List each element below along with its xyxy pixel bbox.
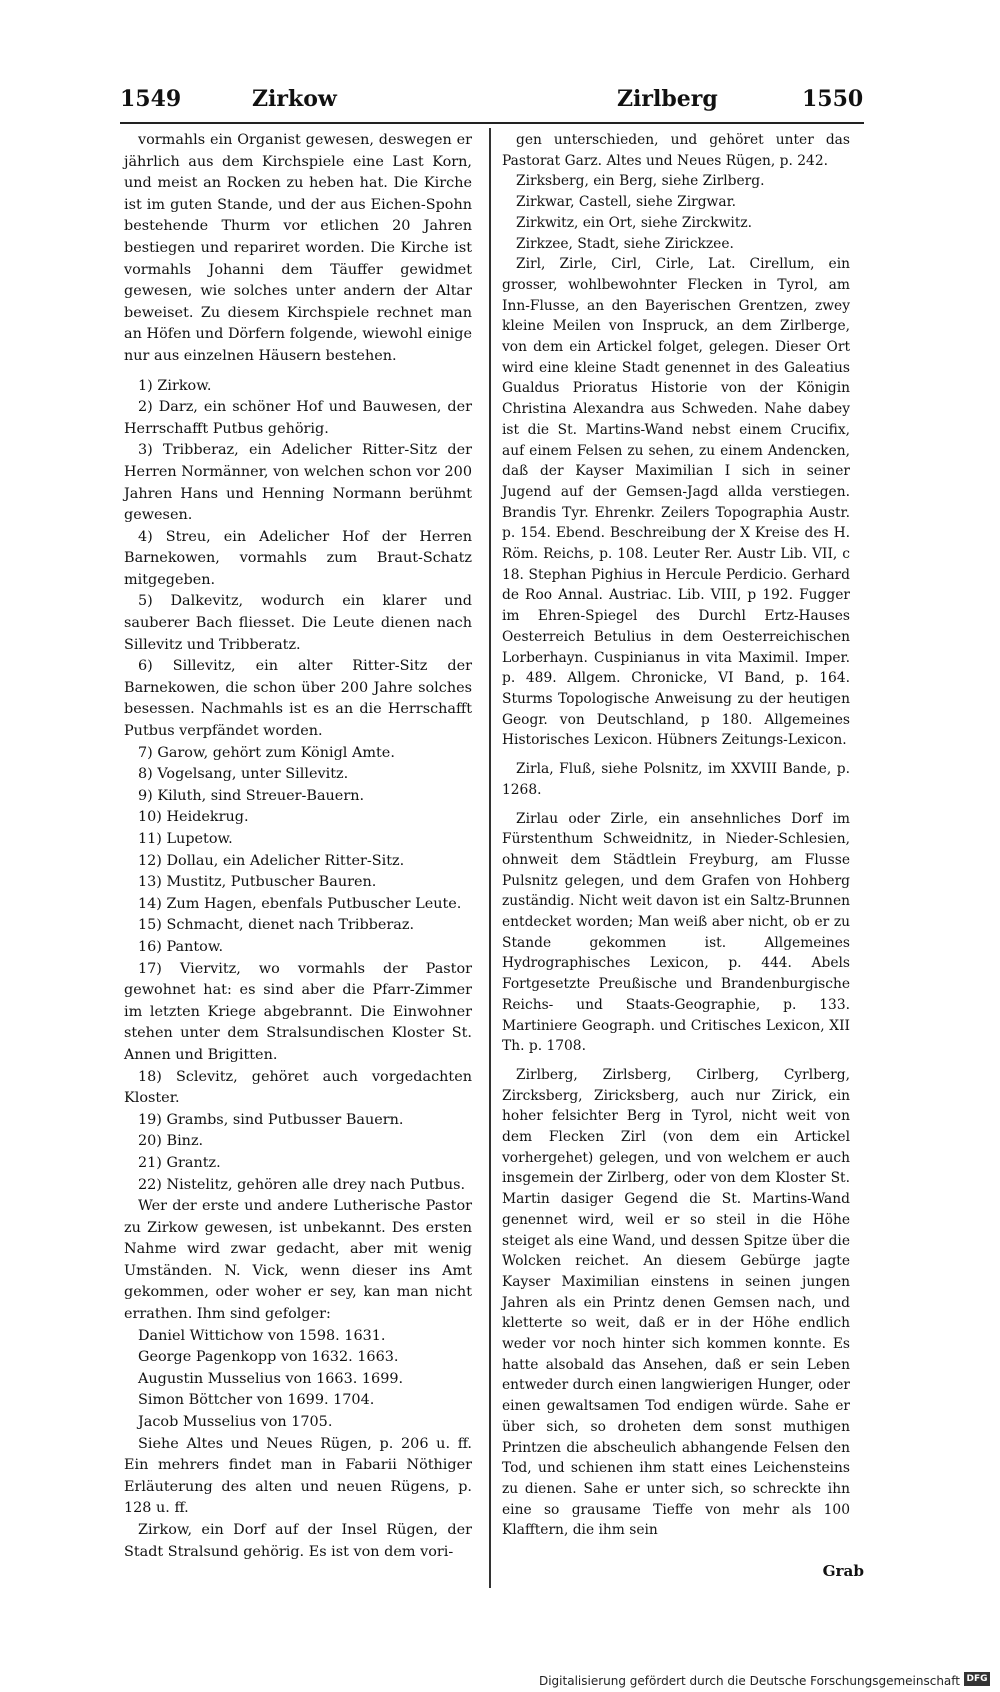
list-item: Zirkwar, Castell, siehe Zirgwar. bbox=[516, 194, 737, 211]
list-item: 1) Zirkow. bbox=[138, 377, 212, 394]
list-item: 17) Viervitz, wo vormahls der Pastor gewohnet hat: es sind aber die Pfarr-Zimmer im letzten Kriege abgebrannt. Die Einwohner stehen unter dem Stralsundischen Kloster St. Annen und Brigitten. bbox=[124, 960, 472, 1063]
list-item: 11) Lupetow. bbox=[138, 831, 233, 847]
paragraph: gen unterschieden, und gehöret unter das Pastorat Garz. Altes und Neues Rügen, p. 242. bbox=[502, 132, 850, 169]
left-column bbox=[124, 130, 472, 1563]
paragraph: Zirkow, ein Dorf auf der Insel Rügen, der Stadt Stralsund gehörig. Es ist von dem vori- bbox=[124, 1522, 472, 1560]
list-item: 6) Sillevitz, ein alter Ritter-Sitz der Barnekowen, die schon über 200 Jahre solches besessen. Nachmahls ist es an die Herrschafft Putbus verpfändet worden. bbox=[124, 658, 472, 740]
list-item: 22) Nistelitz, gehören alle drey nach Putbus. bbox=[138, 1176, 466, 1193]
catchword: Grab bbox=[822, 1562, 864, 1580]
list-item: Jacob Musselius von 1705. bbox=[138, 1414, 333, 1431]
list-item: 15) Schmacht, dienet nach Tribberaz. bbox=[138, 917, 415, 934]
list-item: Zirksberg, ein Berg, siehe Zirlberg. bbox=[516, 173, 765, 190]
right-header-keyword: Zirlberg bbox=[617, 86, 718, 112]
list-item: 19) Grambs, sind Putbusser Bauern. bbox=[138, 1111, 404, 1128]
paragraph: vormahls ein Organist gewesen, deswegen er jährlich aus dem Kirchspiele eine Last Korn, und meist an Rocken zu heben hat. Die Kirche ist im guten Stande, und der aus Eichen-Spohn bestehende Thurm vor etlichen 20 Jahren bestiegen und repariret worden. Die Kirche ist vormahls Johanni dem Täuffer gewidmet gewesen, wie solches unter andern der Altar beweiset. Zu diesem Kirchspiele rechnet man an Höfen und Dörfern folgende, wiewohl einige nur aus einzelnen Häusern bestehen. bbox=[124, 132, 472, 364]
dictionary-entry: Zirlberg, Zirlsberg, Cirlberg, Cyrlberg, Zircksberg, Ziricksberg, auch nur Zirick, ein hoher felsichter Berg in Tyrol, nicht weit von dem Flecken Zirl (von dem ein Artickel vorhergehet) gelegen, und von welchem er auch insgemein der Zirlberg, oder von dem Kloster St. Martin dasiger Gegend die St. Martins-Wand genennet wird, weil er so steil in die Höhe steiget als eine Wand, und dessen Spitze über die Wolcken reichet. An diesem Gebürge jagte Kayser Maximilian einstens in seinen jungen Jahren als ein Printz denen Gemsen nach, und kletterte so weit, daß er in der Höhe endlich weder vor noch hinter sich kommen konnte. Es hatte alsobald das Ansehen, daß er sein Leben entweder durch einen langwierigen Hunger, oder einen gewaltsamen Tod endigen würde. Sahe er über sich, so droheten dem sonst muthigen Printzen die abscheulich abhangende Felsen den Tod, und schienen ihm statt eines Leichensteins zu dienen. Sahe er unter sich, so schreckte ihn eine so grausame Tieffe von mehr als 100 Klafftern, die ihm sein bbox=[502, 1066, 850, 1539]
dictionary-entry: Zirla, Fluß, siehe Polsnitz, im XXVIII Bande, p. 1268. bbox=[502, 761, 850, 798]
book-page bbox=[112, 80, 864, 1590]
footer bbox=[0, 1670, 1000, 1692]
list-item: 16) Pantow. bbox=[138, 938, 224, 955]
list-item: Zirkzee, Stadt, siehe Zirickzee. bbox=[516, 235, 734, 252]
spacer bbox=[124, 368, 472, 376]
list-item: 12) Dollau, ein Adelicher Ritter-Sitz. bbox=[138, 852, 405, 869]
list-item: Augustin Musselius von 1663. 1699. bbox=[138, 1370, 404, 1387]
left-page-number: 1549 bbox=[120, 86, 182, 112]
list-item: 10) Heidekrug. bbox=[138, 809, 249, 826]
paragraph: Zirl, Zirle, Cirl, Cirle, Lat. Cirellum, ein grosser, wohlbewohnter Flecken in Tyrol, am Inn-Flusse, an den Bayerischen Grentzen, zwey kleine Meilen von Inspruck, an dem Zirlberge, von dem ein Artickel folget, gelegen. Dieser Ort wird eine kleine Stadt genennet in des Galeatius Gualdus Prioratus Historie von der Königin Christina Alexandra aus Schweden. Nahe dabey ist die St. Martins-Wand nebst einem Crucifix, auf einem Felsen zu sehen, zu einem Andencken, daß der Kayser Maximilian I sich in seiner Jugend auf der Gemsen-Jagd allda verstiegen. Brandis Tyr. Ehrenkr. Zeilers Topographia Austr. p. 154. Ebend. Beschreibung der X Kreise des H. Röm. Reichs, p. 108. Leuter Rer. Austr Lib. VII, c 18. Stephan Pighius in Hercule Perdicio. Gerhard de Roo Annal. Austriac. Lib. VIII, p 192. Fugger im Ehren-Spiegel des Durchl Ertz-Hauses Oesterreich Betulius in dem Oesterreichischen Lorberhayn. Cuspinianus in vita Maximil. Imper. p. 489. Allgem. Chronicke, VI Band, p. 164. Sturms Topologische Anweisung zu der heutigen Geogr. von Deutschland, p 180. Allgemeines Historisches Lexicon. Hübners Zeitungs-Lexicon. bbox=[502, 256, 850, 749]
list-item: 5) Dalkevitz, wodurch ein klarer und sauberer Bach fliesset. Die Leute dienen nach Sillevitz und Tribberatz. bbox=[124, 593, 472, 653]
paragraph: Siehe Altes und Neues Rügen, p. 206 u. ff. Ein mehrers findet man in Fabarii Nöthiger Erläuterung des alten und neuen Rügens, p. 128 u. ff. bbox=[124, 1435, 472, 1517]
footer-credit: Digitalisierung gefördert durch die Deutsche Forschungsgemeinschaft bbox=[538, 1674, 960, 1688]
list-item: 21) Grantz. bbox=[138, 1154, 221, 1171]
dfg-logo: DFG bbox=[964, 1672, 990, 1686]
dictionary-entry: Zirlau oder Zirle, ein ansehnliches Dorf im Fürstenthum Schweidnitz, in Nieder-Schlesien, ohnweit dem Städtlein Freyburg, am Flusse Pulsnitz gelegen, und dem Grafen von Hohberg zuständig. Nicht weit davon ist ein Saltz-Brunnen entdecket worden; Man weiß aber nicht, ob er zu Stande gekommen ist. Allgemeines Hydrographisches Lexicon, p. 444. Abels Fortgesetzte Preußische und Brandenburgische Reichs- und Staats-Geographie, p. 133. Martiniere Geograph. und Critisches Lexicon, XII Th. p. 1708. bbox=[502, 810, 850, 1055]
list-item: 4) Streu, ein Adelicher Hof der Herren Barnekowen, vormahls zum Braut-Schatz mitgegeben. bbox=[124, 528, 472, 588]
list-item: Daniel Wittichow von 1598. 1631. bbox=[138, 1327, 386, 1344]
list-item: 8) Vogelsang, unter Sillevitz. bbox=[138, 766, 349, 783]
list-item: 9) Kiluth, sind Streuer-Bauern. bbox=[138, 787, 365, 804]
right-page-number: 1550 bbox=[802, 86, 864, 112]
list-item: 14) Zum Hagen, ebenfals Putbuscher Leute. bbox=[138, 895, 462, 912]
list-item: 20) Binz. bbox=[138, 1133, 204, 1150]
list-item: Zirkwitz, ein Ort, siehe Zirckwitz. bbox=[516, 214, 753, 231]
paragraph: Wer der erste und andere Lutherische Pastor zu Zirkow gewesen, ist unbekannt. Des ersten Nahme wird zwar gedacht, aber mit wenig Umständen. N. Vick, wenn dieser ins Amt gekommen, oder woher er sey, kan man nicht errathen. Ihm sind gefolger: bbox=[124, 1198, 472, 1323]
list-item: 3) Tribberaz, ein Adelicher Ritter-Sitz der Herren Normänner, von welchen schon vor 200 Jahren Hans und Henning Normann berühmt gewesen. bbox=[124, 442, 472, 524]
list-item: 13) Mustitz, Putbuscher Bauren. bbox=[138, 874, 377, 891]
list-item: 2) Darz, ein schöner Hof und Bauwesen, der Herrschafft Putbus gehörig. bbox=[124, 399, 472, 437]
list-item: 7) Garow, gehört zum Königl Amte. bbox=[138, 744, 395, 761]
left-header-keyword: Zirkow bbox=[252, 86, 337, 112]
header-rule bbox=[120, 122, 864, 124]
right-column bbox=[502, 130, 850, 1541]
column-divider bbox=[489, 128, 491, 1588]
list-item: George Pagenkopp von 1632. 1663. bbox=[138, 1349, 399, 1366]
list-item: 18) Sclevitz, gehöret auch vorgedachten Kloster. bbox=[124, 1068, 472, 1107]
list-item: Simon Böttcher von 1699. 1704. bbox=[138, 1392, 375, 1409]
running-header bbox=[112, 80, 864, 120]
